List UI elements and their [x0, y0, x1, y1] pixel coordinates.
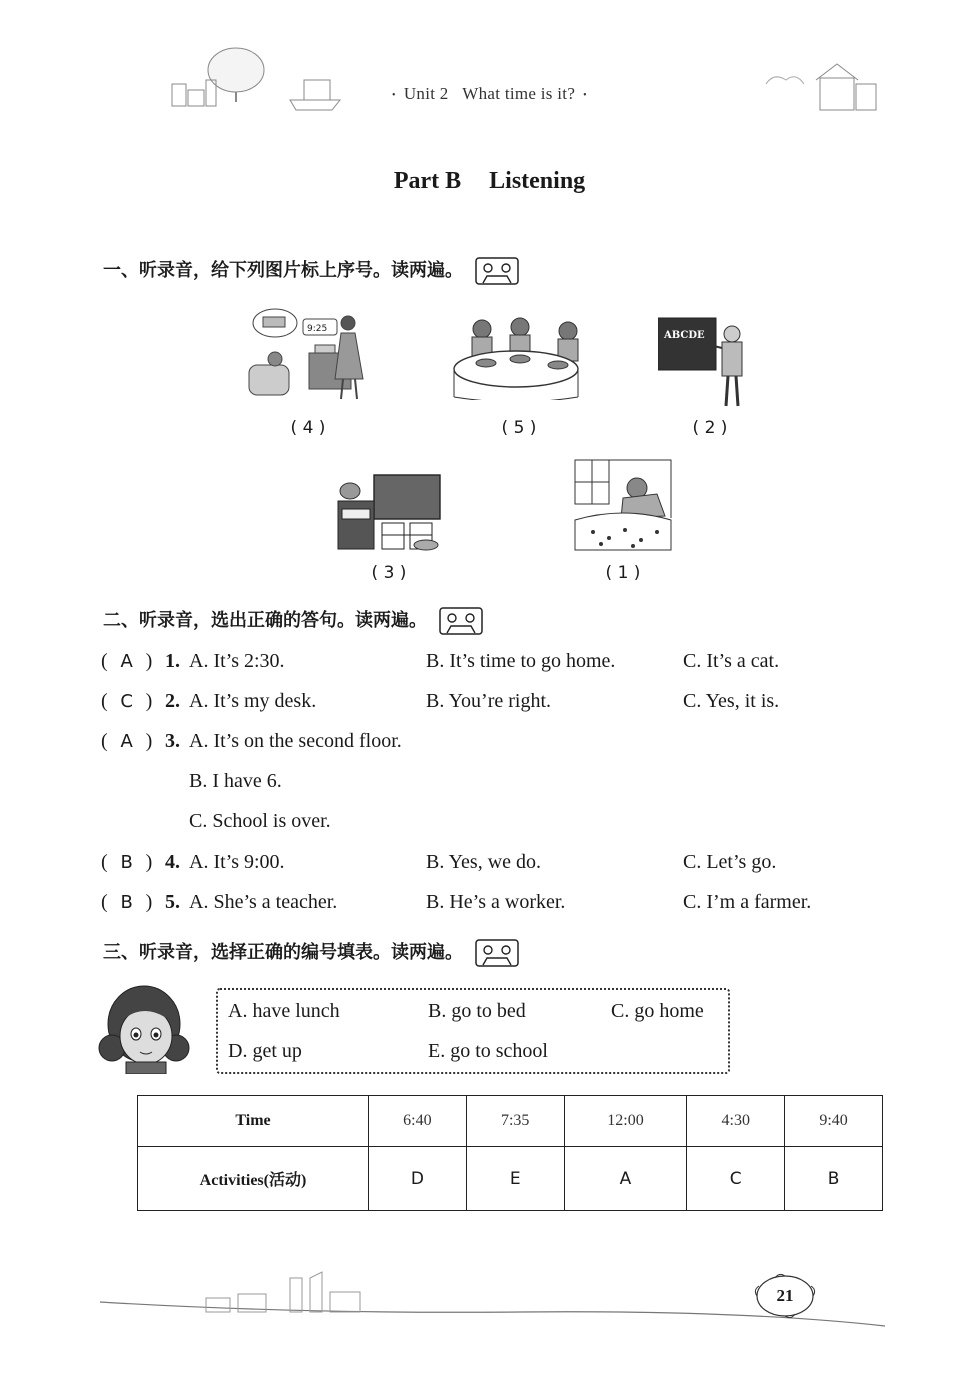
section2-heading-text: 二、听录音，选出正确的答句。读两遍。	[103, 610, 427, 631]
blackboard-text: ABCDE	[664, 330, 705, 341]
answer-letter: B	[120, 852, 133, 873]
picture5-answer: ( 1 )	[605, 563, 641, 583]
picture1-answer: ( 4 )	[290, 418, 326, 438]
question-number: 1.	[165, 650, 180, 672]
option-a: A. It’s my desk.	[189, 690, 317, 712]
option-go-home: C. go home	[611, 1000, 704, 1022]
option-b: B. You’re right.	[426, 690, 552, 712]
activity-cell: B	[785, 1147, 883, 1211]
activity-cell: A	[564, 1147, 687, 1211]
option-get-up: D. get up	[228, 1040, 302, 1062]
boy-waking-in-bed-icon	[573, 458, 673, 552]
option-b: B. It’s time to go home.	[426, 650, 616, 672]
option-c: C. It’s a cat.	[683, 650, 780, 672]
table-row	[138, 1096, 883, 1147]
bullet-icon: •	[583, 89, 587, 101]
answer-letter: B	[120, 892, 133, 913]
footer-decoration	[0, 1268, 979, 1338]
section3-heading-text: 三、听录音，选择正确的编号填表。读两遍。	[103, 942, 463, 963]
clock-readout: 9:25	[307, 324, 328, 334]
picture2-answer: ( 5 )	[501, 418, 537, 438]
question-1: ( A ) 1.	[101, 650, 180, 672]
time-cell: 6:40	[369, 1096, 467, 1147]
page-number: 21	[776, 1286, 794, 1305]
running-header	[0, 84, 979, 104]
question-2: ( C ) 2.	[101, 690, 180, 712]
question-number: 4.	[165, 851, 180, 873]
page-title	[0, 168, 979, 195]
time-cell: 7:35	[466, 1096, 564, 1147]
activity-cell: C	[687, 1147, 785, 1211]
option-go-to-school: E. go to school	[428, 1040, 548, 1062]
question-4: ( B ) 4.	[101, 851, 180, 873]
time-cell: 12:00	[564, 1096, 687, 1147]
answer-letter: C	[120, 691, 133, 712]
question-number: 5.	[165, 891, 180, 913]
time-row-header: Time	[138, 1096, 369, 1147]
part-label: Part B	[393, 168, 462, 194]
answer-letter: A	[120, 731, 133, 752]
option-have-lunch: A. have lunch	[228, 1000, 340, 1022]
option-b: B. I have 6.	[189, 770, 282, 792]
activity-cell: E	[466, 1147, 564, 1211]
teacher-at-blackboard-icon	[658, 316, 748, 408]
schedule-table	[137, 1095, 883, 1211]
answer-letter: A	[120, 651, 133, 672]
section1-heading-text: 一、听录音，给下列图片标上序号。读两遍。	[103, 260, 463, 281]
time-cell: 9:40	[785, 1096, 883, 1147]
option-go-to-bed: B. go to bed	[428, 1000, 526, 1022]
option-a: A. It’s on the second floor.	[189, 730, 402, 752]
time-cell: 4:30	[687, 1096, 785, 1147]
section1-heading	[103, 256, 519, 285]
cassette-icon	[475, 939, 519, 967]
option-b: B. He’s a worker.	[426, 891, 566, 913]
part-name: Listening	[489, 168, 586, 194]
question-number: 3.	[165, 730, 180, 752]
cassette-icon	[475, 257, 519, 285]
unit-topic: What time is it?	[462, 84, 576, 103]
table-row	[138, 1147, 883, 1211]
option-c: C. School is over.	[189, 810, 331, 832]
option-a: A. It’s 2:30.	[189, 650, 285, 672]
option-b: B. Yes, we do.	[426, 851, 542, 873]
section3-heading	[103, 938, 519, 967]
section2-heading	[103, 606, 483, 635]
option-a: A. She’s a teacher.	[189, 891, 338, 913]
option-c: C. Yes, it is.	[683, 690, 780, 712]
option-c: C. Let’s go.	[683, 851, 777, 873]
activities-row-header: Activities(活动)	[138, 1147, 369, 1211]
activity-options-box	[216, 988, 730, 1074]
bullet-icon: •	[392, 89, 396, 101]
classroom-piano-desks-icon	[334, 473, 442, 551]
activity-cell: D	[369, 1147, 467, 1211]
girl-portrait-icon	[98, 982, 190, 1074]
children-eating-at-table-icon	[452, 315, 582, 400]
option-a: A. It’s 9:00.	[189, 851, 285, 873]
picture4-answer: ( 3 )	[371, 563, 407, 583]
question-number: 2.	[165, 690, 180, 712]
question-5: ( B ) 5.	[101, 891, 180, 913]
mother-cooking-boy-dreaming-icon	[245, 303, 375, 403]
unit-label: Unit 2	[403, 84, 449, 103]
question-3: ( A ) 3.	[101, 730, 180, 752]
cassette-icon	[439, 607, 483, 635]
option-c: C. I’m a farmer.	[683, 891, 812, 913]
picture3-answer: ( 2 )	[692, 418, 728, 438]
